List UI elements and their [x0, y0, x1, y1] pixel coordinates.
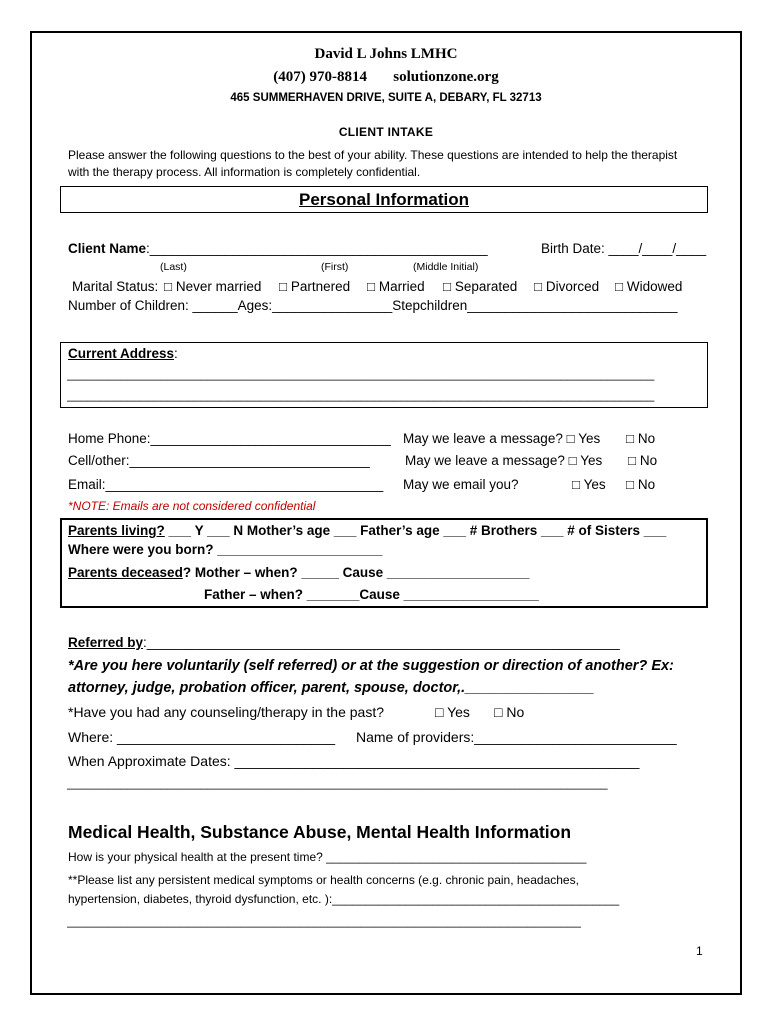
email-note: *NOTE: Emails are not considered confidential — [68, 499, 316, 513]
symptoms-question: **Please list any persistent medical symptoms or health concerns (e.g. chronic pain, headaches, — [68, 873, 579, 887]
physical-health-field[interactable]: How is your physical health at the present time? _______________________________________ — [68, 850, 587, 864]
address-label: Current Address — [68, 346, 175, 361]
voluntary-question: *Are you here voluntarily (self referred) or at the suggestion or direction of another? Ex: — [68, 658, 674, 674]
cell-message-yes[interactable]: May we leave a message? □ Yes — [405, 453, 603, 468]
providers-field[interactable]: Name of providers:__________________________ — [356, 729, 677, 745]
symptoms-field[interactable]: hypertension, diabetes, thyroid dysfunction, etc. ):___________________________________________ — [68, 892, 620, 906]
practice-name: David L Johns LMHC — [314, 46, 458, 62]
parents-living-label: Parents living? — [68, 523, 165, 538]
practice-website: solutionzone.org — [393, 69, 499, 85]
approx-dates-field[interactable]: When Approximate Dates: ____________________________________________________ — [68, 753, 640, 769]
marital-option-partnered[interactable]: □ Partnered — [279, 279, 351, 294]
mother-deceased-fields: ? Mother – when? _____ Cause ___________________ — [182, 565, 530, 580]
parents-deceased-field[interactable] — [68, 565, 530, 580]
home-message-no[interactable]: □ No — [626, 431, 656, 446]
marital-status-label: Marital Status: — [72, 279, 159, 294]
parents-living-fields: ___ Y ___ N Mother’s age ___ Father’s age ___ # Brothers ___ # of Sisters ___ — [164, 523, 667, 538]
counseling-yes[interactable]: □ Yes — [435, 704, 470, 720]
email-question: May we email you? — [403, 477, 519, 492]
address-heading — [68, 346, 178, 361]
practice-phone: (407) 970-8814 — [273, 69, 368, 85]
children-field[interactable]: Number of Children: ______Ages:________________Stepchildren____________________________ — [68, 298, 678, 313]
marital-option-divorced[interactable]: □ Divorced — [534, 279, 600, 294]
voluntary-answer-field[interactable]: attorney, judge, probation officer, parent, spouse, doctor,.________________ — [68, 680, 595, 696]
referred-by-field[interactable] — [68, 635, 620, 650]
address-line-2[interactable]: ________________________________________________________________________________________ — [67, 388, 655, 402]
referred-by-line: :_______________________________________________________________ — [143, 635, 620, 650]
cell-message-no[interactable]: □ No — [628, 453, 658, 468]
practice-contact — [30, 69, 742, 86]
sub-label-first: (First) — [321, 261, 349, 273]
marital-option-married[interactable]: □ Married — [367, 279, 425, 294]
page-number: 1 — [696, 944, 703, 958]
address-colon: : — [174, 346, 178, 361]
counseling-no[interactable]: □ No — [494, 704, 525, 720]
practice-address: 465 SUMMERHAVEN DRIVE, SUITE A, DEBARY, FL 32713 — [230, 92, 542, 104]
cell-phone-field[interactable]: Cell/other:________________________________ — [68, 453, 370, 468]
home-message-yes[interactable]: May we leave a message? □ Yes — [403, 431, 601, 446]
medical-section-title: Medical Health, Substance Abuse, Mental Health Information — [68, 822, 572, 842]
client-name-label: Client Name — [68, 241, 147, 256]
email-yes[interactable]: □ Yes — [572, 477, 606, 492]
personal-info-title: Personal Information — [298, 190, 470, 209]
form-title: CLIENT INTAKE — [338, 125, 434, 139]
sub-label-last: (Last) — [160, 261, 187, 273]
home-phone-field[interactable]: Home Phone:________________________________ — [68, 431, 391, 446]
personal-info-header — [60, 186, 708, 213]
email-no[interactable]: □ No — [626, 477, 656, 492]
client-name-field[interactable] — [68, 241, 488, 256]
parents-deceased-label: Parents deceased — [68, 565, 183, 580]
referred-by-label: Referred by — [68, 635, 144, 650]
symptoms-continuation[interactable]: _____________________________________________________________________________ — [67, 914, 581, 928]
marital-option-never-married[interactable]: □ Never married — [164, 279, 262, 294]
marital-option-widowed[interactable]: □ Widowed — [615, 279, 683, 294]
email-field[interactable]: Email:_____________________________________ — [68, 477, 384, 492]
counseling-question: *Have you had any counseling/therapy in the past? — [68, 704, 384, 720]
father-deceased-field[interactable]: Father – when? _______Cause __________________ — [204, 587, 539, 602]
birthplace-field[interactable]: Where were you born? ______________________ — [68, 542, 383, 557]
marital-option-separated[interactable]: □ Separated — [443, 279, 518, 294]
approx-dates-continuation[interactable]: _________________________________________________________________________________ — [67, 776, 608, 790]
address-line-1[interactable]: ________________________________________________________________________________________ — [67, 367, 655, 381]
birth-date-field[interactable]: Birth Date: ____/____/____ — [541, 241, 707, 256]
where-field[interactable]: Where: ____________________________ — [68, 729, 336, 745]
parents-living-field[interactable] — [68, 523, 666, 538]
sub-label-middle: (Middle Initial) — [413, 261, 479, 273]
client-name-line: :_____________________________________________ — [146, 241, 488, 256]
intro-text: Please answer the following questions to the best of your ability. These questions are intended to help the therapist with the therapy process. All information is completely confidential. — [68, 148, 678, 179]
